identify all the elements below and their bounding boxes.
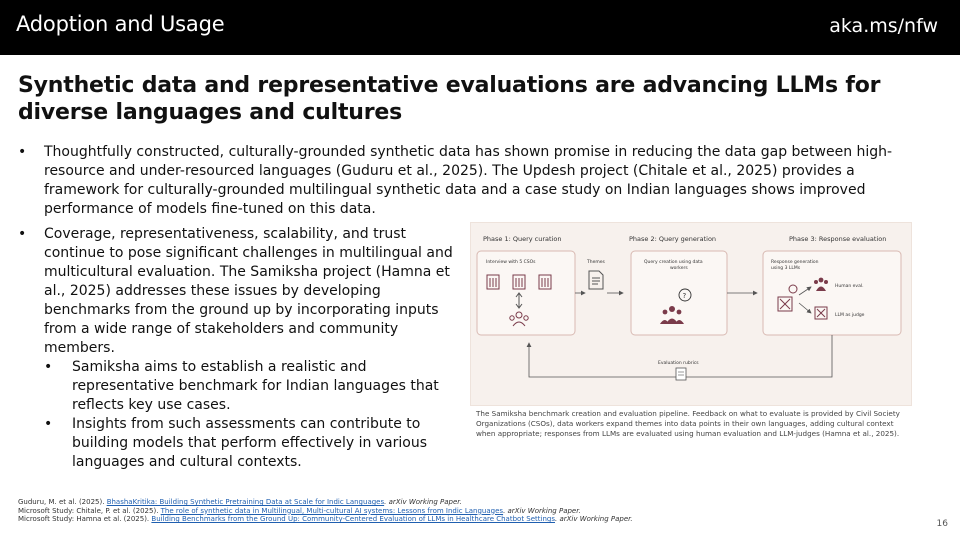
footnote-link[interactable]: BhashaKritika: Building Synthetic Pretraining Data at Scale for Indic Languages xyxy=(106,498,385,506)
rubric-document-icon xyxy=(676,368,686,380)
phase2-label: Phase 2: Query generation xyxy=(629,235,717,243)
footnote-suffix: . arXiv Working Paper. xyxy=(503,506,581,515)
page-number: 16 xyxy=(936,519,948,529)
bullet-marker: • xyxy=(44,359,53,375)
bullet-text: Thoughtfully constructed, culturally-grounded synthetic data has shown promise in reducing the data gap between high-resource and under-resourced languages (Guduru et al., 2025). The Updesh project (Chitale et al., 2025) provides a framework for culturally-grounded multilingual synthetic data and a case study on Indian languages shows improved performance of models fine-tuned on this data. xyxy=(44,144,893,217)
pipeline-figure xyxy=(470,222,912,406)
footnote-item xyxy=(18,498,798,507)
pipeline-diagram xyxy=(471,223,913,407)
footnote-suffix: . arXiv Working Paper. xyxy=(384,498,462,506)
sub-bullet-text: Insights from such assessments can contribute to building models that perform effectively in various languages and cultural contexts. xyxy=(72,416,428,470)
footnote-prefix: Guduru, M. et al. (2025). xyxy=(18,498,107,506)
phase3-label: Phase 3: Response evaluation xyxy=(789,235,887,243)
footnote-link[interactable]: The role of synthetic data in Multilingual, Multi-cultural AI systems: Lessons from Indic Languages xyxy=(160,506,504,515)
sub-bullet-item xyxy=(44,415,454,472)
footnote-item xyxy=(18,507,798,516)
short-link[interactable]: aka.ms/nfw xyxy=(829,15,938,37)
themes-label: Themes xyxy=(587,260,605,265)
sub-bullet-item xyxy=(44,358,454,415)
interview-label: Interview with 5 CSOs xyxy=(486,260,536,265)
bullet-marker: • xyxy=(18,226,27,242)
sub-bullet-text: Samiksha aims to establish a realistic and representative benchmark for Indian languages that reflects key use cases. xyxy=(72,359,439,413)
footnotes xyxy=(18,498,798,524)
human-eval-label: Human eval. xyxy=(835,284,864,289)
footnote-suffix: . arXiv Working Paper. xyxy=(555,515,633,524)
phase1-label: Phase 1: Query curation xyxy=(483,235,562,243)
bullet-text: Coverage, representativeness, scalability, and trust continue to pose significant challenges in multilingual and multicultural evaluation. The Samiksha project (Hamna et al., 2025) addresses these issues by developing benchmarks from the ground up by incorporating inputs from a wide range of stakeholders and community members. xyxy=(44,226,453,356)
response-generation-label: Response generation xyxy=(771,260,819,265)
footnote-link[interactable]: Building Benchmarks from the Ground Up: Community-Centered Evaluation of LLMs in Healthcare Chatbot Settings xyxy=(151,515,555,524)
figure-caption: The Samiksha benchmark creation and evaluation pipeline. Feedback on what to evaluate is provided by Civil Society Organizations (CSOs), data workers expand themes into data points in their own languages, adding cultural context when appropriate; responses from LLMs are evaluated using human evaluation and LLM-judges (Hamna et al., 2025). xyxy=(476,409,900,438)
bullet-item xyxy=(18,143,908,219)
svg-text:?: ? xyxy=(682,292,687,300)
rubrics-label: Evaluation rubrics xyxy=(658,361,699,366)
document-icon xyxy=(589,271,603,289)
footnote-prefix: Microsoft Study: Hamna et al. (2025). xyxy=(18,515,152,524)
bullet-item xyxy=(18,225,456,358)
bullet-marker: • xyxy=(18,144,27,160)
slide-title: Synthetic data and representative evaluations are advancing LLMs for diverse languages and cultures xyxy=(18,73,881,125)
section-title: Adoption and Usage xyxy=(16,12,225,36)
footnote-item xyxy=(18,515,798,524)
query-creation-label: Query creation using data xyxy=(644,260,703,265)
header-bar xyxy=(0,0,960,55)
footnote-prefix: Microsoft Study: Chitale, P. et al. (2025). xyxy=(18,506,161,515)
response-generation-label: using 3 LLMs xyxy=(771,266,801,271)
llm-judge-label: LLM as judge xyxy=(835,313,865,318)
query-creation-label: workers xyxy=(670,266,688,271)
bullet-marker: • xyxy=(44,416,53,432)
